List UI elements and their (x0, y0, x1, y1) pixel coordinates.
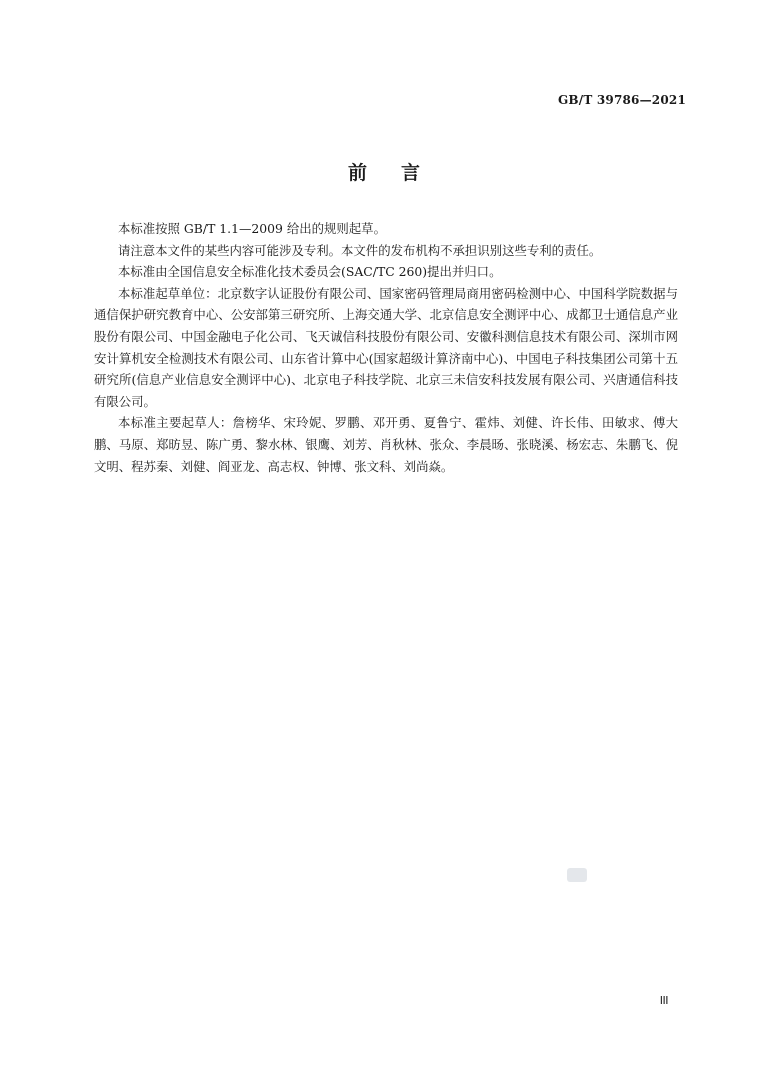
paragraph-patent-notice: 请注意本文件的某些内容可能涉及专利。本文件的发布机构不承担识别这些专利的责任。 (118, 242, 602, 258)
standard-code: GB/T 39786—2021 (557, 93, 686, 107)
watermark-logo (567, 868, 587, 882)
paragraph-drafters: 本标准主要起草人：詹榜华、宋玲妮、罗鹏、邓开勇、夏鲁宁、霍炜、刘健、许长伟、田敏求、傅大鹏、马原、郑昉昱、陈广勇、黎水林、银鹰、刘芳、肖秋林、张众、李晨旸、张晓溪、杨宏志、朱鹏飞、倪文明、程苏秦、刘健、阎亚龙、高志权、钟博、张文科、刘尚焱。 (94, 415, 678, 474)
paragraph-proposer: 本标准由全国信息安全标准化技术委员会(SAC/TC 260)提出并归口。 (118, 264, 502, 280)
paragraph-drafting-rules: 本标准按照 GB/T 1.1—2009 给出的规则起草。 (118, 221, 386, 236)
paragraph-drafting-units: 本标准起草单位：北京数字认证股份有限公司、国家密码管理局商用密码检测中心、中国科学院数据与通信保护研究教育中心、公安部第三研究所、上海交通大学、北京信息安全测评中心、成都卫士通信息产业股份有限公司、中国金融电子化公司、飞天诚信科技股份有限公司、安徽科测信息技术有限公司、深圳市网安计算机安全检测技术有限公司、山东省计算中心(国家超级计算济南中心)、中国电子科技集团公司第十五研究所(信息产业信息安全测评中心)、北京电子科技学院、北京三未信安科技发展有限公司、兴唐通信科技有限公司。 (94, 285, 678, 409)
foreword-body (94, 218, 678, 477)
page-number: III (659, 994, 668, 1007)
page-title: 前言 (347, 162, 454, 184)
